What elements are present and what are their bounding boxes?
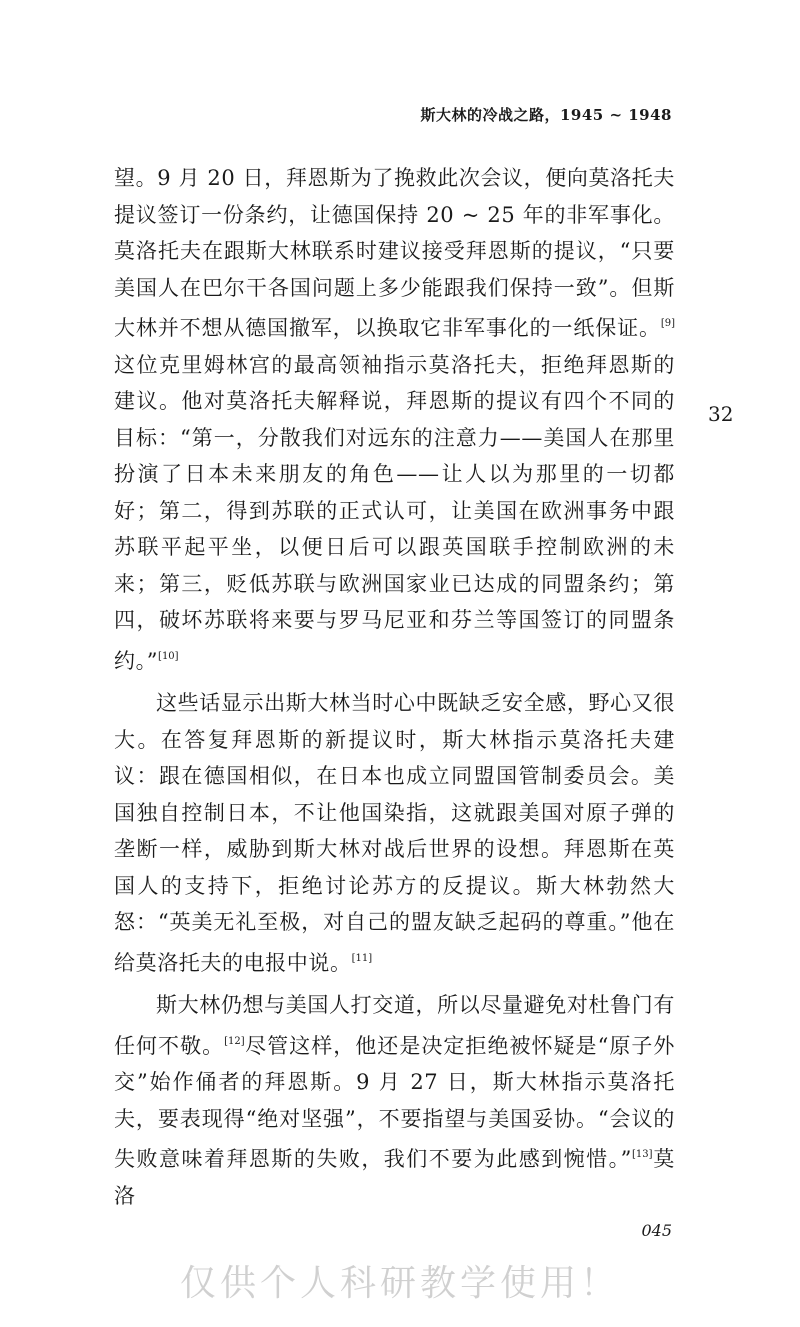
- body-text: [114, 160, 675, 1220]
- paragraph-1: [114, 160, 675, 679]
- paragraph-3: [114, 987, 675, 1214]
- paragraph-2: [114, 685, 675, 981]
- text-run: 斯大林仍想与美国人打交道，所以尽量避免对杜鲁门有任何不敬。: [114, 993, 675, 1058]
- page-number: 045: [641, 1221, 672, 1240]
- footnote-ref[interactable]: [12]: [224, 1035, 245, 1047]
- text-run: 这位克里姆林宫的最高领袖指示莫洛托夫，拒绝拜恩斯的建议。他对莫洛托夫解释说，拜恩斯的提议有四个不同的目标：“第一，分散我们对远东的注意力——美国人在那里扮演了日本未来朋友的角色——让人以为那里的一切都好；第二，得到苏联的正式认可，让美国在欧洲事务中跟苏联平起平坐，以便日后可以跟英国联手控制欧洲的未来；第三，贬低苏联与欧洲国家业已达成的同盟条约；第四，破坏苏联将来要与罗马尼亚和芬兰等国签订的同盟条约。”: [114, 352, 675, 673]
- footnote-ref[interactable]: [10]: [158, 650, 179, 662]
- running-header: 斯大林的冷战之路，1945 ~ 1948: [420, 106, 672, 124]
- footnote-ref[interactable]: [9]: [660, 318, 675, 329]
- footnote-ref[interactable]: [13]: [631, 1149, 653, 1160]
- text-run: 望。9 月 20 日，拜恩斯为了挽救此次会议，便向莫洛托夫提议签订一份条约，让德国保持 20 ~ 25 年的非军事化。莫洛托夫在跟斯大林联系时建议接受拜恩斯的提议，“只要美国人在巴尔干各国问题上多少能跟我们保持一致”。但斯大林并不想从德国撤军，以换取它非军事化的一纸保证。: [114, 166, 675, 340]
- text-run: 这些话显示出斯大林当时心中既缺乏安全感，野心又很大。在答复拜恩斯的新提议时，斯大林指示莫洛托夫建议：跟在德国相似，在日本也成立同盟国管制委员会。美国独自控制日本，不让他国染指，这就跟美国对原子弹的垄断一样，威胁到斯大林对战后世界的设想。拜恩斯在英国人的支持下，拒绝讨论苏方的反提议。斯大林勃然大怒：“英美无礼至极，对自己的盟友缺乏起码的尊重。”他在给莫洛托夫的电报中说。: [114, 691, 675, 975]
- text-run: 尽管这样，他还是决定拒绝被怀疑是“原子外交”始作俑者的拜恩斯。9 月 27 日，斯大林指示莫洛托夫，要表现得“绝对坚强”，不要指望与美国妥协。“会议的失败意味着拜恩斯的失败，我们不要为此感到惋惜。”: [114, 1033, 676, 1171]
- text-run: 莫洛: [114, 1147, 675, 1208]
- watermark: 仅供个人科研教学使用！: [179, 1263, 620, 1304]
- footnote-ref[interactable]: [11]: [351, 952, 373, 964]
- margin-page-number: 32: [708, 402, 734, 426]
